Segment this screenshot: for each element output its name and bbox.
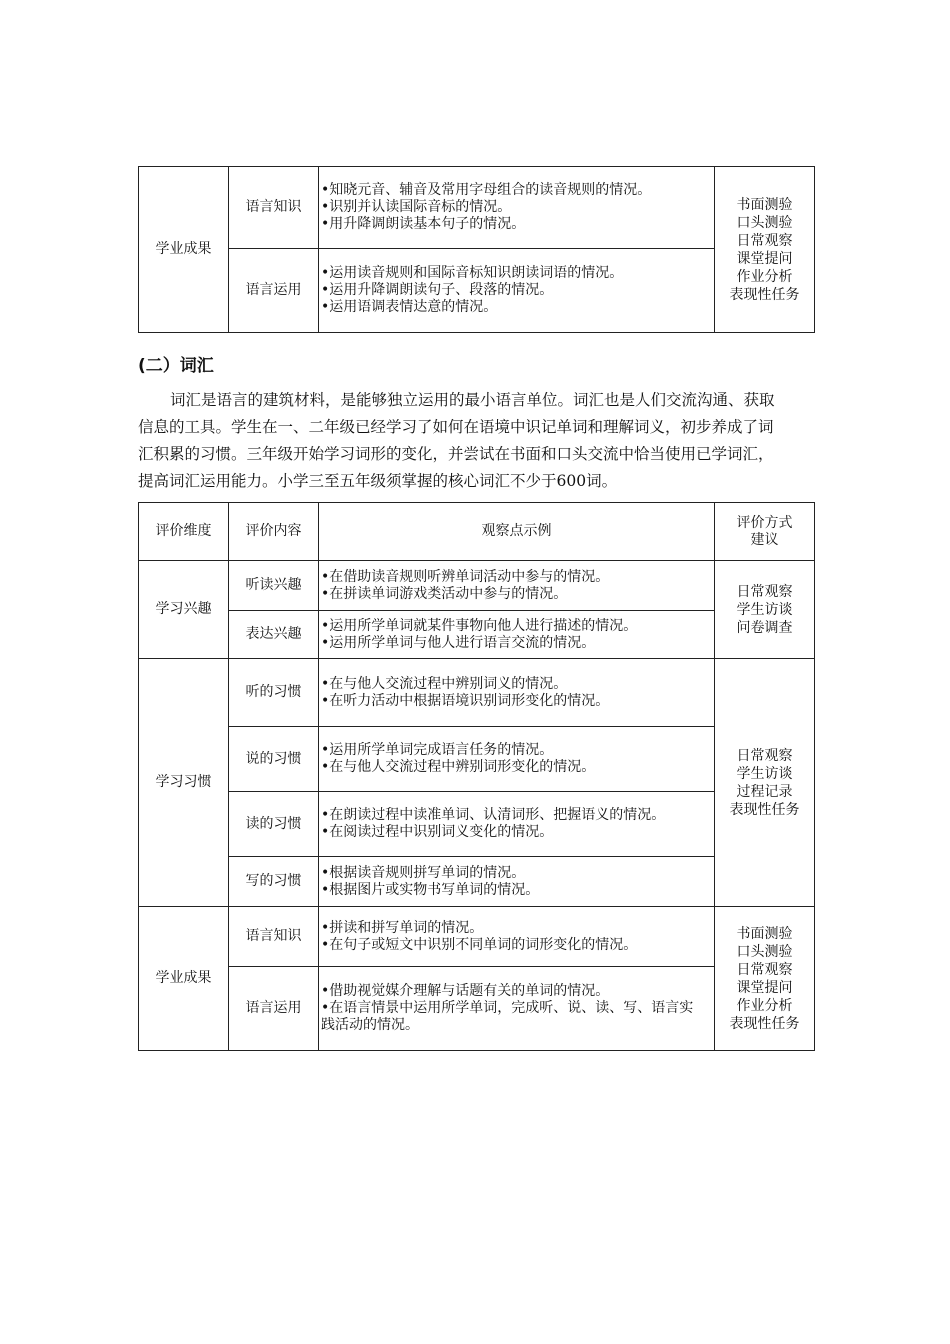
observation-point: •运用所学单词就某件事物向他人进行描述的情况。 [321, 617, 638, 634]
observation-point: •在拼读单词游戏类活动中参与的情况。 [321, 585, 568, 602]
observation-point: •在听力活动中根据语境识别词形变化的情况。 [321, 692, 610, 709]
method-item: 学生访谈 [736, 601, 793, 618]
observation-point: •在朗读过程中读准单词、认清词形、把握语义的情况。 [321, 807, 666, 823]
method-item: 作业分析 [736, 268, 793, 285]
observation-point: •借助视觉媒介理解与话题有关的单词的情况。 [321, 983, 610, 999]
observation-point: 践活动的情况。 [321, 1017, 419, 1033]
content-cell: 听的习惯 [229, 659, 319, 727]
paragraph-line: 词汇是语言的建筑材料，是能够独立运用的最小语言单位。词汇也是人们交流沟通、获取 [170, 391, 775, 409]
observation-point: •在句子或短文中识别不同单词的词形变化的情况。 [321, 936, 638, 953]
method-item: 课堂提问 [736, 979, 793, 996]
observation-point: •在阅读过程中识别词义变化的情况。 [321, 824, 554, 840]
observation-point: •运用所学单词完成语言任务的情况。 [321, 742, 554, 758]
method-item: 书面测验 [736, 925, 793, 942]
method-item: 日常观察 [736, 961, 793, 978]
header-dimension: 评价维度 [139, 503, 229, 561]
observation-point: •运用升降调朗读句子、段落的情况。 [321, 282, 554, 298]
observation-point: •拼读和拼写单词的情况。 [321, 919, 484, 936]
dimension-cell: 学习兴趣 [139, 561, 229, 659]
phonics-evaluation-table [138, 166, 815, 333]
observation-point: •在语言情景中运用所学单词，完成听、说、读、写、语言实 [321, 1000, 694, 1016]
observation-cell [319, 249, 715, 333]
observation-point: •用升降调朗读基本句子的情况。 [321, 216, 526, 232]
observation-point: •根据图片或实物书写单词的情况。 [321, 881, 540, 898]
observation-cell [319, 727, 715, 792]
observation-point: •运用所学单词与他人进行语言交流的情况。 [321, 634, 596, 651]
method-cell [715, 167, 815, 333]
method-item: 日常观察 [736, 747, 793, 764]
method-item: 过程记录 [736, 783, 793, 800]
paragraph-line: 信息的工具。学生在一、二年级已经学习了如何在语境中识记单词和理解词义，初步养成了词 [138, 418, 774, 436]
observation-point: •在借助读音规则听辨单词活动中参与的情况。 [321, 568, 610, 585]
observation-cell [319, 659, 715, 727]
method-cell [715, 907, 815, 1051]
vocabulary-evaluation-table [138, 502, 815, 1051]
method-item: 日常观察 [736, 583, 793, 600]
method-item: 口头测验 [736, 214, 793, 231]
dimension-cell: 学业成果 [139, 167, 229, 333]
method-item: 日常观察 [736, 232, 793, 249]
observation-cell [319, 907, 715, 967]
method-item: 口头测验 [736, 943, 793, 960]
method-item: 问卷调查 [736, 619, 793, 636]
content-cell: 语言知识 [229, 167, 319, 249]
content-cell: 语言知识 [229, 907, 319, 967]
section-heading: (二）词汇 [138, 356, 214, 376]
dimension-cell: 学习习惯 [139, 659, 229, 907]
observation-cell [319, 967, 715, 1051]
content-cell: 听读兴趣 [229, 561, 319, 611]
method-item: 书面测验 [736, 196, 793, 213]
observation-cell [319, 561, 715, 611]
table-header-row [139, 503, 815, 561]
content-cell: 说的习惯 [229, 727, 319, 792]
observation-point: •运用读音规则和国际音标知识朗读词语的情况。 [321, 265, 624, 281]
observation-cell [319, 792, 715, 857]
content-cell: 表达兴趣 [229, 611, 319, 659]
content-cell: 读的习惯 [229, 792, 319, 857]
section-paragraph [138, 387, 818, 495]
header-points: 观察点示例 [319, 503, 715, 561]
method-item: 课堂提问 [736, 250, 793, 267]
method-item: 表现性任务 [729, 286, 800, 303]
content-cell: 语言运用 [229, 249, 319, 333]
method-cell [715, 561, 815, 659]
method-item: 作业分析 [736, 997, 793, 1014]
header-content: 评价内容 [229, 503, 319, 561]
method-item: 表现性任务 [729, 1015, 800, 1032]
observation-point: •根据读音规则拼写单词的情况。 [321, 864, 526, 881]
observation-point: •运用语调表情达意的情况。 [321, 299, 498, 315]
observation-point: •识别并认读国际音标的情况。 [321, 199, 512, 215]
content-cell: 写的习惯 [229, 857, 319, 907]
dimension-cell: 学业成果 [139, 907, 229, 1051]
observation-point: •知晓元音、辅音及常用字母组合的读音规则的情况。 [321, 182, 652, 198]
header-method: 评价方式 建议 [715, 503, 815, 561]
content-cell: 语言运用 [229, 967, 319, 1051]
paragraph-line: 汇积累的习惯。三年级开始学习词形的变化，并尝试在书面和口头交流中恰当使用已学词汇， [138, 445, 774, 463]
observation-point: •在与他人交流过程中辨别词形变化的情况。 [321, 759, 596, 775]
method-cell [715, 659, 815, 907]
observation-point: •在与他人交流过程中辨别词义的情况。 [321, 675, 568, 692]
observation-cell [319, 167, 715, 249]
observation-cell [319, 611, 715, 659]
paragraph-line: 提高词汇运用能力。小学三至五年级须掌握的核心词汇不少于600词。 [138, 472, 618, 490]
observation-cell [319, 857, 715, 907]
method-item: 学生访谈 [736, 765, 793, 782]
method-item: 表现性任务 [729, 801, 800, 818]
